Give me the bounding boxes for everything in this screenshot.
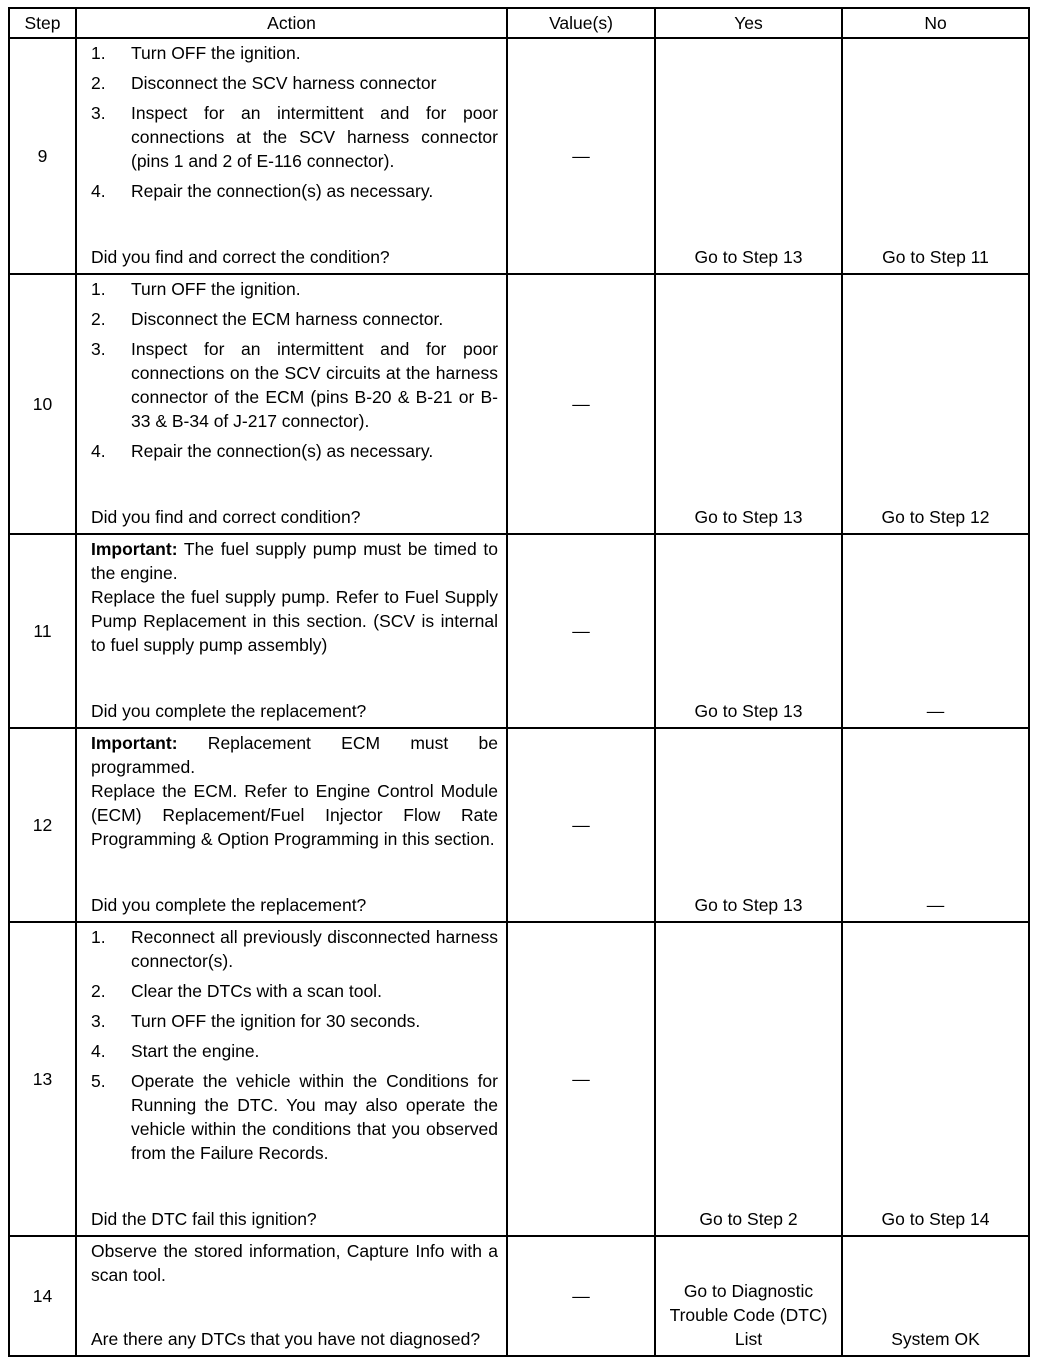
action-cell [76,1236,507,1356]
step-number: 10 [9,274,76,534]
important-label: Important: [91,539,178,559]
action-question: Did you find and correct condition? [91,507,361,527]
value-cell: — [507,38,655,274]
yes-cell: Go to Step 13 [655,534,842,728]
table-row [9,728,1029,922]
step-number: 11 [9,534,76,728]
action-cell [76,38,507,274]
header-values: Value(s) [507,8,655,38]
table-row [9,1236,1029,1356]
value-cell: — [507,274,655,534]
action-item: 5. Operate the vehicle within the Conditions for Running the DTC. You may also operate the vehicle within the conditions that you observed from the Failure Records. [91,1071,498,1163]
action-item: 4. Start the engine. [91,1041,260,1061]
step-number: 12 [9,728,76,922]
header-row [9,8,1029,38]
value-cell: — [507,1236,655,1356]
table-row [9,38,1029,274]
action-item: 2. Clear the DTCs with a scan tool. [91,981,382,1001]
action-item: 2. Disconnect the ECM harness connector. [91,309,444,329]
no-cell: — [842,534,1029,728]
action-item: 1. Turn OFF the ignition. [91,279,301,299]
header-yes: Yes [655,8,842,38]
action-cell [76,728,507,922]
action-item: 4. Repair the connection(s) as necessary. [91,441,434,461]
value-cell: — [507,534,655,728]
action-item: 1. Reconnect all previously disconnected harness connector(s). [91,927,498,971]
value-cell: — [507,728,655,922]
action-item: 3. Inspect for an intermittent and for poor connections on the SCV circuits at the harness connector of the ECM (pins B-20 & B-21 or B-33 & B-34 of J-217 connector). [91,339,498,431]
yes-cell: Go to Step 13 [655,38,842,274]
action-question: Did you complete the replacement? [91,895,367,915]
no-cell: — [842,728,1029,922]
no-cell: Go to Step 12 [842,274,1029,534]
yes-cell: Go to Step 2 [655,922,842,1236]
step-number: 13 [9,922,76,1236]
header-step: Step [9,8,76,38]
diagnostic-table [8,7,1030,1357]
step-number: 9 [9,38,76,274]
action-body: Replace the fuel supply pump. Refer to Fuel Supply Pump Replacement in this section. (SCV is internal to fuel supply pump assembly) [91,587,498,655]
table-row [9,534,1029,728]
action-question: Did you find and correct the condition? [91,247,390,267]
no-cell: Go to Step 14 [842,922,1029,1236]
action-question: Did you complete the replacement? [91,701,367,721]
header-no: No [842,8,1029,38]
table-row [9,274,1029,534]
yes-cell: Go to Step 13 [655,274,842,534]
table-row [9,922,1029,1236]
action-item: 3. Turn OFF the ignition for 30 seconds. [91,1011,421,1031]
action-cell [76,922,507,1236]
action-cell [76,534,507,728]
important-note: Important: The fuel supply pump must be timed to the engine. [91,539,498,583]
action-cell [76,274,507,534]
action-item: 3. Inspect for an intermittent and for poor connections at the SCV harness connector (pins 1 and 2 of E-116 connector). [91,103,498,171]
important-note: Important: Replacement ECM must be programmed. [91,733,498,777]
value-cell: — [507,922,655,1236]
action-question: Did the DTC fail this ignition? [91,1209,317,1229]
no-cell: System OK [842,1236,1029,1356]
step-number: 14 [9,1236,76,1356]
action-body: Replace the ECM. Refer to Engine Control Module (ECM) Replacement/Fuel Injector Flow Rate Programming & Option Programming in this section. [91,781,498,849]
action-item: 1. Turn OFF the ignition. [91,43,301,63]
action-item: 2. Disconnect the SCV harness connector [91,73,437,93]
action-body: Observe the stored information, Capture Info with a scan tool. [91,1241,498,1285]
action-item: 4. Repair the connection(s) as necessary. [91,181,434,201]
yes-cell: Go to Diagnostic Trouble Code (DTC) List [655,1236,842,1356]
no-cell: Go to Step 11 [842,38,1029,274]
action-question: Are there any DTCs that you have not diagnosed? [91,1329,481,1349]
yes-cell: Go to Step 13 [655,728,842,922]
header-action: Action [76,8,507,38]
important-label: Important: [91,733,178,753]
